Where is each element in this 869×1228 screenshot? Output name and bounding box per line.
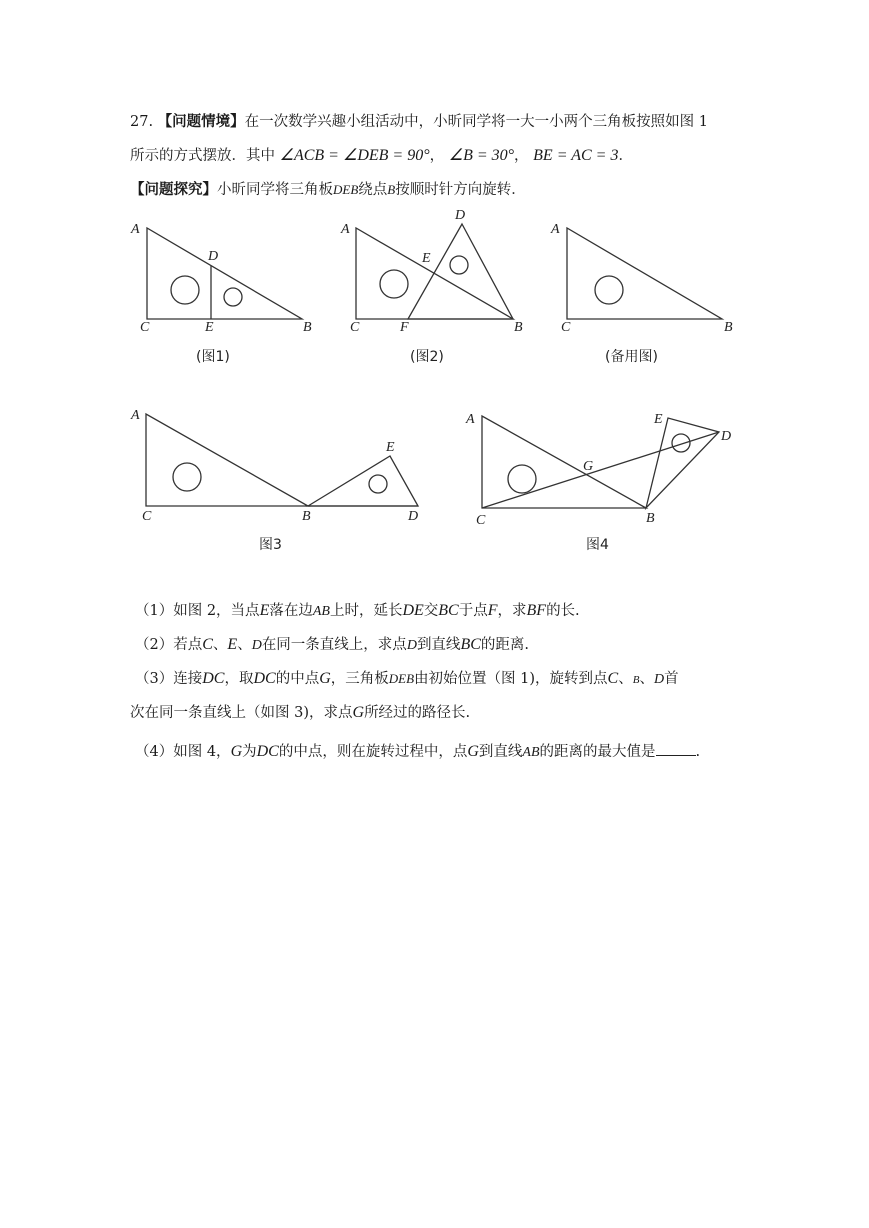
problem-tag-explore: 【问题探究】 bbox=[130, 181, 217, 198]
label-b: B bbox=[724, 320, 733, 335]
segment-cd bbox=[482, 432, 719, 508]
small-triangle bbox=[646, 418, 719, 508]
figure-4 bbox=[482, 416, 719, 508]
question-1 bbox=[135, 601, 580, 622]
hole-small bbox=[672, 434, 690, 452]
q-text: （3）连接 bbox=[135, 671, 203, 687]
label-b: B bbox=[303, 320, 312, 335]
math-var: AB bbox=[312, 604, 330, 619]
problem-number: 27. bbox=[130, 114, 154, 130]
math-var: DC bbox=[256, 743, 279, 760]
label-e: E bbox=[205, 320, 214, 335]
big-triangle bbox=[482, 416, 646, 508]
period: . bbox=[695, 744, 701, 760]
caption-fig4: 图4 bbox=[586, 537, 609, 553]
hole-big bbox=[380, 270, 408, 298]
small-triangle bbox=[308, 456, 418, 506]
label-c: C bbox=[140, 320, 150, 335]
question-3 bbox=[135, 669, 679, 690]
q-text: 的距离. bbox=[480, 637, 529, 653]
q-text: （2）若点 bbox=[135, 637, 203, 653]
q-text: （4）如图 4， bbox=[135, 744, 231, 760]
question-4 bbox=[135, 741, 700, 763]
math-var: DE bbox=[402, 602, 424, 619]
q-text: 的中点，则在旋转过程中，点 bbox=[278, 744, 468, 760]
q-text: 上时，延长 bbox=[329, 603, 403, 619]
hole-big bbox=[173, 463, 201, 491]
math-var: G bbox=[352, 704, 365, 721]
math-var: E bbox=[227, 636, 238, 653]
question-2 bbox=[135, 635, 529, 656]
label-a: A bbox=[341, 222, 350, 237]
label-c: C bbox=[476, 513, 486, 528]
label-c: C bbox=[142, 509, 152, 524]
q-text: 落在边 bbox=[269, 603, 313, 619]
q-text: 为 bbox=[242, 744, 257, 760]
math-var: BF bbox=[526, 602, 547, 619]
math-var: B bbox=[632, 674, 640, 686]
math-var: BC bbox=[438, 602, 459, 619]
math-var: G bbox=[230, 743, 243, 760]
angle-condition: ∠ACB = ∠DEB = 90° bbox=[279, 147, 430, 164]
answer-blank[interactable] bbox=[656, 741, 696, 756]
q-text: 的距离的最大值是 bbox=[539, 744, 656, 760]
label-g: G bbox=[583, 459, 594, 474]
separator: ， bbox=[514, 148, 529, 164]
figures-canvas bbox=[0, 0, 869, 600]
question-3-line-2 bbox=[130, 703, 470, 723]
small-triangle bbox=[408, 224, 513, 319]
label-e: E bbox=[422, 251, 431, 266]
label-f: F bbox=[400, 320, 409, 335]
math-var: AB bbox=[522, 745, 540, 760]
q-text: ，三角板 bbox=[330, 671, 389, 687]
separator: ， bbox=[429, 148, 445, 164]
hole-small bbox=[224, 288, 242, 306]
math-var: G bbox=[319, 670, 331, 687]
math-var: D bbox=[653, 672, 665, 687]
caption-fig2: (图2) bbox=[410, 349, 444, 365]
figure-spare bbox=[567, 228, 722, 319]
label-e: E bbox=[654, 412, 663, 427]
hole-big bbox=[171, 276, 199, 304]
q-text: 所经过的路径长. bbox=[364, 705, 471, 721]
math-var: D bbox=[251, 638, 262, 653]
label-a: A bbox=[551, 222, 560, 237]
label-a: A bbox=[131, 222, 140, 237]
math-var: D bbox=[406, 638, 417, 653]
problem-context-text: 在一次数学兴趣小组活动中，小昕同学将一大一小两个三角板按照如图 1 bbox=[244, 114, 709, 130]
label-b: B bbox=[302, 509, 311, 524]
math-var: F bbox=[487, 602, 498, 619]
math-var: G bbox=[467, 743, 479, 760]
math-var: E bbox=[259, 602, 270, 619]
math-var: BC bbox=[460, 636, 481, 653]
q-text: 、 bbox=[237, 637, 252, 653]
problem-line-2-text: 所示的方式摆放．其中 bbox=[130, 148, 275, 164]
q-text: 的中点 bbox=[275, 671, 320, 687]
figure-1 bbox=[147, 228, 302, 319]
q-text: 、 bbox=[639, 671, 654, 687]
q-text: 到直线 bbox=[416, 637, 461, 653]
period: ． bbox=[618, 148, 633, 164]
math-var: DEB bbox=[388, 671, 415, 686]
q-text: ，取 bbox=[224, 671, 254, 687]
label-d: D bbox=[455, 208, 466, 223]
math-var: C bbox=[202, 636, 213, 653]
angle-b-condition: ∠B = 30° bbox=[448, 147, 515, 164]
hole-big bbox=[595, 276, 623, 304]
q-text: 交 bbox=[423, 603, 439, 619]
q-text: 、 bbox=[212, 637, 228, 653]
q-text: 、 bbox=[618, 671, 633, 687]
q-text: 于点 bbox=[458, 603, 488, 619]
figure-2 bbox=[356, 224, 513, 319]
problem-line-3-text: 小昕同学将三角板 bbox=[217, 182, 333, 198]
q-text: 到直线 bbox=[478, 744, 523, 760]
figure-3 bbox=[146, 414, 418, 506]
big-triangle bbox=[567, 228, 722, 319]
length-condition: BE = AC = 3 bbox=[533, 147, 619, 164]
label-d: D bbox=[721, 429, 732, 444]
math-var: B bbox=[387, 182, 396, 197]
q-text: ，求 bbox=[497, 603, 527, 619]
q-text: 由初始位置（图 1)，旋转到点 bbox=[414, 671, 608, 687]
label-e: E bbox=[386, 440, 395, 455]
caption-spare: (备用图) bbox=[605, 349, 658, 365]
q-text: （1）如图 2，当点 bbox=[135, 603, 260, 619]
problem-tag-context: 【问题情境】 bbox=[157, 113, 245, 130]
problem-line-3-text: 按顺时针方向旋转． bbox=[395, 182, 526, 198]
q-text: 次在同一条直线上（如图 3)，求点 bbox=[130, 705, 353, 721]
label-a: A bbox=[466, 412, 475, 427]
caption-fig1: (图1) bbox=[196, 349, 230, 365]
hole-small bbox=[369, 475, 387, 493]
hole-big bbox=[508, 465, 536, 493]
caption-fig3: 图3 bbox=[259, 537, 282, 553]
label-a: A bbox=[131, 408, 140, 423]
label-c: C bbox=[561, 320, 571, 335]
math-var: DC bbox=[253, 670, 276, 687]
label-c: C bbox=[350, 320, 360, 335]
q-text: 首 bbox=[664, 671, 679, 687]
problem-line-3-text: 绕点 bbox=[358, 182, 388, 198]
q-text: 的长. bbox=[546, 603, 580, 619]
label-d: D bbox=[208, 249, 219, 264]
hole-small bbox=[450, 256, 468, 274]
big-triangle bbox=[146, 414, 308, 506]
big-triangle bbox=[147, 228, 302, 319]
label-b: B bbox=[646, 511, 655, 526]
math-var: C bbox=[607, 670, 619, 687]
math-var: DC bbox=[202, 670, 225, 687]
label-d: D bbox=[408, 509, 419, 524]
q-text: 在同一条直线上，求点 bbox=[261, 637, 407, 653]
label-b: B bbox=[514, 320, 523, 335]
math-var: DEB bbox=[333, 182, 359, 197]
